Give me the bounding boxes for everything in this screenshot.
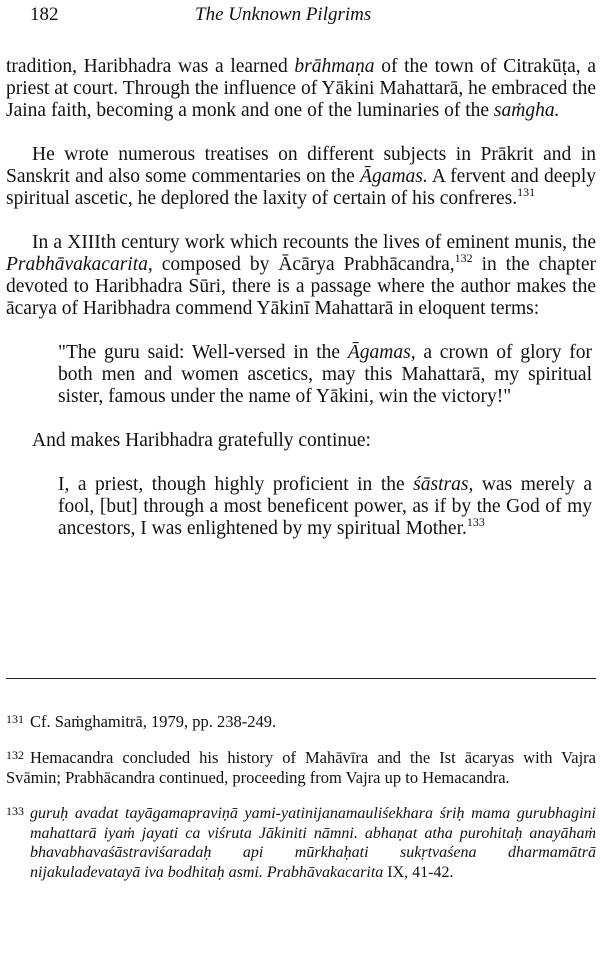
text-run: In a XIIIth century work which recounts the lives of eminent munis, the xyxy=(32,232,596,253)
quote-1 xyxy=(58,342,592,408)
text-run: composed by Ācārya Prabhācandra, xyxy=(152,254,455,275)
main-text xyxy=(6,56,596,540)
text-run: I, a priest, though highly proficient in the xyxy=(58,474,414,495)
paragraph-4: And makes Haribhadra gratefully continue: xyxy=(32,430,371,451)
footnote-133 xyxy=(6,804,596,882)
text-run: of the town of Citrakūṭa, a priest at court. Through the influence of Yākini Mahattarā, he embraced the Jaina faith, becoming a monk and one of the luminaries of the xyxy=(6,56,596,121)
footnote-132 xyxy=(6,748,596,788)
footnote-text: Hemacandra concluded his history of Mahāvīra and the Ist ācaryas with Vajra Svāmin; Prabhācandra continued, proceeding from Vajra up to Hemacandra. xyxy=(6,748,596,787)
text-run: He wrote numerous treatises on different subjects in Prākrit and in Sanskrit and also some commentaries on the xyxy=(6,144,596,187)
running-title: The Unknown Pilgrims xyxy=(195,4,372,25)
footnote-ref-133[interactable]: 133 xyxy=(466,514,485,529)
italic-term: Prabhāvakacarita, xyxy=(6,254,153,275)
footnote-ref-131[interactable]: 131 xyxy=(517,184,536,199)
footnote-sanskrit xyxy=(30,804,596,882)
page-number: 182 xyxy=(30,4,59,25)
citation-title: Prabhāvakacarita xyxy=(266,863,384,881)
footnote-divider xyxy=(6,678,596,679)
italic-term: Āgamas, xyxy=(347,342,416,363)
footnote-mark: 132 xyxy=(6,748,24,762)
footnote-mark: 131 xyxy=(6,712,24,726)
paragraph-2 xyxy=(6,144,596,210)
citation-ref: IX, 41-42. xyxy=(383,863,454,881)
footnote-mark: 133 xyxy=(6,804,24,818)
italic-term: Āgamas. xyxy=(360,166,428,187)
footnote-131 xyxy=(6,712,596,732)
text-run: "The guru said: Well-versed in the xyxy=(58,342,348,363)
text-run: in the chapter devoted to Haribhadra Sūri, there is a passage where the author makes the ācarya of Haribhadra commend Yākinī Mahattarā in eloquent terms: xyxy=(6,254,596,319)
text-run: tradition, Haribhadra was a learned xyxy=(6,56,295,77)
italic-term: brāhmaṇa xyxy=(294,56,375,77)
footnotes xyxy=(6,712,596,882)
quote-2 xyxy=(58,474,592,540)
footnote-ref-132[interactable]: 132 xyxy=(454,250,473,265)
text-run: A fervent and deeply spiritual ascetic, he deplored the laxity of certain of his confreres. xyxy=(6,166,597,209)
sanskrit-text: guruḥ avadat tayāgamapraviṇā yami-yatinijanamauliśekhara śriḥ mama gurubhagini mahattarā iyaṁ jayati ca viśruta Jākiniti nāmni. abhaṇat atha purohitaḥ anayāhaṁ bhavabhavaśāstraviśaradaḥ api mūrkhaḥati sukṛtvaśena dharmamātrā nijakuladevatayā iva bodhitaḥ asmi. xyxy=(30,805,596,881)
footnote-text: Cf. Saṁghamitrā, 1979, pp. 238-249. xyxy=(30,712,277,731)
paragraph-1 xyxy=(6,56,596,122)
italic-term: saṁgha. xyxy=(493,100,560,121)
text-run: was merely a fool, [but] through a most beneficent power, as if by the God of my ancestors, I was enlightened by my spiritual Mother. xyxy=(58,474,593,539)
paragraph-3 xyxy=(6,232,596,320)
page-header xyxy=(0,2,600,30)
italic-term: śāstras, xyxy=(413,474,474,495)
text-run: a crown of glory for both men and women ascetics, may this Mahattarā, my spiritual sister, famous under the name of Yākini, win the victory!" xyxy=(58,342,592,407)
